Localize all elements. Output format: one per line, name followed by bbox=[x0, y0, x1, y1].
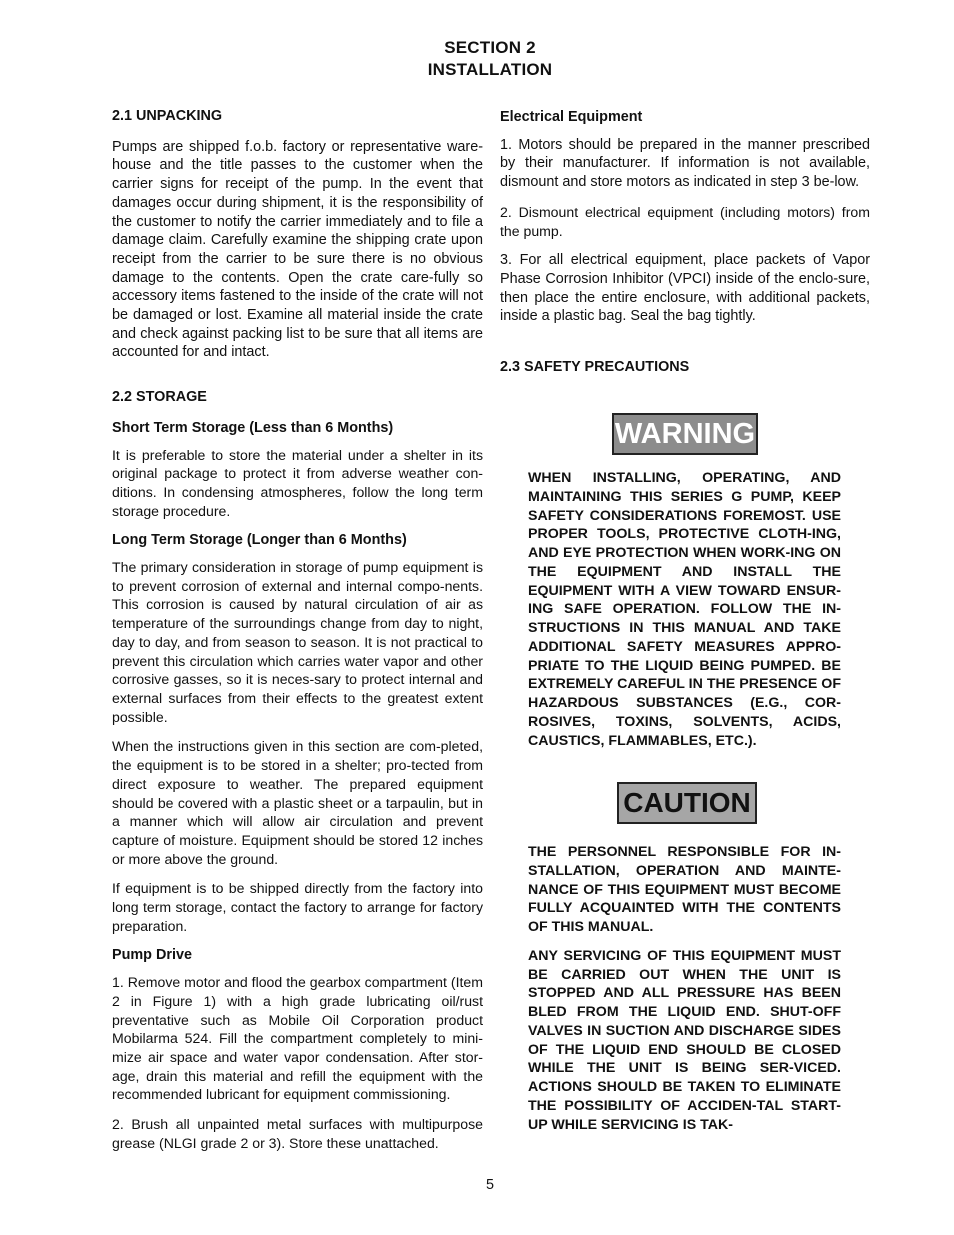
unpacking-heading: 2.1 UNPACKING bbox=[112, 108, 223, 124]
unpacking-body: Pumps are shipped f.o.b. factory or representative ware-house and the title passes to the customer when the carrier signs for receipt of the pump. In the event that damages occur during shipment, it is the responsibility of the customer to notify the carrier immediately and to file a damage claim. Carefully examine the shipping crate upon receipt from the carrier to be sure there is no obvious damage to the contents. Open the crate care-fully so accessory items fastened to the inside of the crate will not be damaged or lost. Examine all material inside the crate and check against packing list to be sure that all items are accounted for and intact. bbox=[112, 138, 483, 361]
warning-text bbox=[528, 469, 841, 750]
electrical-step-2: 2. Dismount electrical equipment (including motors) from the pump. bbox=[500, 203, 870, 239]
storage-heading: 2.2 STORAGE bbox=[112, 389, 207, 406]
right-column bbox=[500, 108, 870, 377]
caution-label: CAUTION bbox=[617, 782, 757, 824]
long-term-storage-body-1: The primary consideration in storage of pump equipment is to prevent corrosion of external and internal compo-nents. This corrosion is caused by natural circulation of air as temperature of the surroundings change from day to night, day to day, and from season to season. It is not practical to prevent this circulation which carries water vapor and other corrosive gasses, so it is neces-sary to protect internal and external surfaces from their effects to the greatest extent possible. bbox=[112, 559, 483, 725]
short-term-storage-heading: Short Term Storage (Less than 6 Months) bbox=[112, 419, 394, 436]
left-column bbox=[112, 107, 483, 1152]
pump-drive-step-1: 1. Remove motor and flood the gearbox compartment (Item 2 in Figure 1) with a high grade lubricating oil/rust preventative such as Mobile Oil Corporation product Mobilarma 524. Fill the compartment completely to mini-mize air space and water vapor condensation. After stor-age, drain this material and refill the equipment with the recommended lubricant for equipment commissioning. bbox=[112, 974, 483, 1103]
caution-text bbox=[528, 843, 841, 1134]
electrical-step-3: 3. For all electrical equipment, place packets of Vapor Phase Corrosion Inhibitor (VPCI) inside of the enclo-sure, then place the entire enclosure, with additional packets, inside a plastic bag. Seal the bag tightly. bbox=[500, 252, 870, 325]
page-number: 5 bbox=[485, 1177, 494, 1193]
caution-paragraph-2: ANY SERVICING OF THIS EQUIPMENT MUST BE CARRIED OUT WHEN THE UNIT IS STOPPED AND ALL PRESSURE HAS BEEN BLED FROM THE LIQUID END. SHUT-OFF VALVES IN SUCTION AND DISCHARGE SIDES OF THE LIQUID END SHOULD BE CLOSED WHILE THE UNIT IS BEING SER-VICED. ACTIONS SHOULD BE TAKEN TO ELIMINATE THE POSSIBILITY OF ACCIDEN-TAL START-UP WHILE SERVICING IS TAK- bbox=[528, 947, 841, 1133]
caution-paragraph-1: THE PERSONNEL RESPONSIBLE FOR IN-STALLATION, OPERATION AND MAINTE-NANCE OF THIS EQUIPMENT MUST BECOME FULLY ACQUAINTED WITH THE CONTENTS OF THIS MANUAL. bbox=[528, 844, 841, 935]
warning-label: WARNING bbox=[612, 413, 758, 455]
section-title: INSTALLATION bbox=[427, 60, 553, 79]
safety-precautions-heading: 2.3 SAFETY PRECAUTIONS bbox=[500, 359, 690, 376]
short-term-storage-body: It is preferable to store the material under a shelter in its original package to protect it from adverse weather con-ditions. In condensing atmospheres, follow the long term storage procedure. bbox=[112, 446, 483, 519]
section-number: SECTION 2 bbox=[444, 38, 536, 57]
pump-drive-heading: Pump Drive bbox=[112, 947, 192, 964]
pump-drive-step-2: 2. Brush all unpainted metal surfaces with multipurpose grease (NLGI grade 2 or 3). Store these unattached. bbox=[112, 1116, 483, 1151]
electrical-equipment-heading: Electrical Equipment bbox=[500, 109, 643, 125]
long-term-storage-body-3: If equipment is to be shipped directly from the factory into long term storage, contact the factory to arrange for factory preparation. bbox=[112, 880, 483, 934]
electrical-step-1: 1. Motors should be prepared in the manner prescribed by their manufacturer. If information is not available, dismount and store motors as indicated in step 3 be-low. bbox=[500, 136, 870, 191]
long-term-storage-heading: Long Term Storage (Longer than 6 Months) bbox=[112, 532, 407, 549]
long-term-storage-body-2: When the instructions given in this section are com-pleted, the equipment is to be stored in a shelter; pro-tected from direct exposure to weather. The prepared equipment should be covered with a plastic sheet or a tarpaulin, but in a manner which will allow air circulation and prevent capture of moisture. Equipment should be stored 12 inches or more above the ground. bbox=[112, 738, 483, 867]
warning-paragraph: WHEN INSTALLING, OPERATING, AND MAINTAINING THIS SERIES G PUMP, KEEP SAFETY CONSIDERATIONS FOREMOST. USE PROPER TOOLS, PROTECTIVE CLOTH-ING, AND EYE PROTECTION WHEN WORK-ING ON THE EQUIPMENT AND INSTALL THE EQUIPMENT WITH A VIEW TOWARD ENSUR-ING SAFE OPERATION. FOLLOW THE IN-STRUCTIONS IN THIS MANUAL AND TAKE ADDITIONAL SAFETY MEASURES APPRO-PRIATE TO THE LIQUID BEING PUMPED. BE EXTREMELY CAREFUL IN THE PRESENCE OF HAZARDOUS SUBSTANCES (E.G., COR-ROSIVES, TOXINS, SOLVENTS, ACIDS, CAUSTICS, FLAMMABLES, ETC.). bbox=[528, 470, 841, 749]
